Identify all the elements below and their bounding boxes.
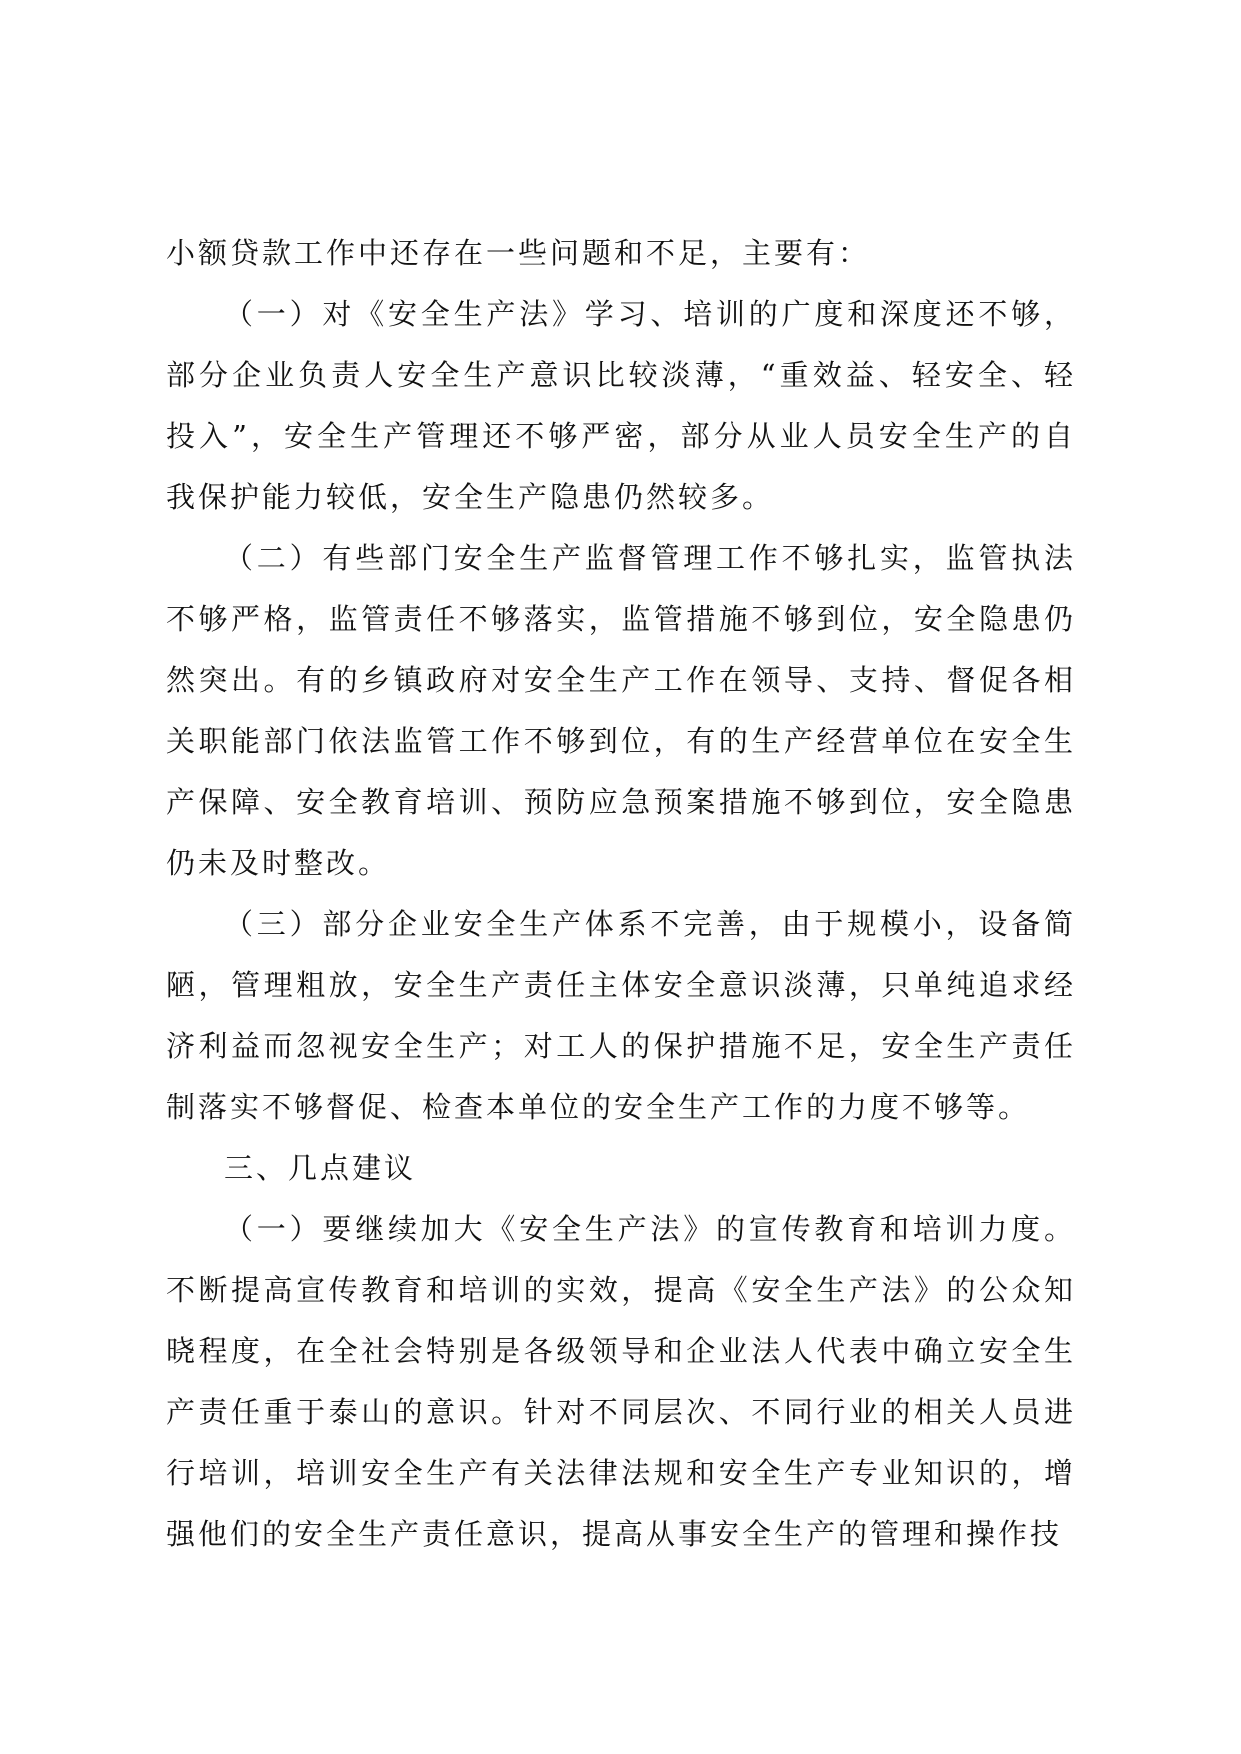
paragraph-suggestion-1: （一）要继续加大《安全生产法》的宣传教育和培训力度。不断提高宣传教育和培训的实效，提高《安全生产法》的公众知晓程度，在全社会特别是各级领导和企业法人代表中确立安全生产责任重于泰山的意识。针对不同层次、不同行业的相关人员进行培训，培训安全生产有关法律法规和安全生产专业知识的，增强他们的安全生产责任意识，提高从事安全生产的管理和操作技 — [166, 1212, 1076, 1551]
section-heading: 三、几点建议 — [224, 1151, 417, 1185]
paragraph-issue-3: （三）部分企业安全生产体系不完善，由于规模小，设备简陋，管理粗放，安全生产责任主体安全意识淡薄，只单纯追求经济利益而忽视安全生产；对工人的保护措施不足，安全生产责任制落实不够督促、检查本单位的安全生产工作的力度不够等。 — [166, 907, 1076, 1124]
paragraph-issue-1: （一）对《安全生产法》学习、培训的广度和深度还不够，部分企业负责人安全生产意识比较淡薄，“重效益、轻安全、轻投入”，安全生产管理还不够严密，部分从业人员安全生产的自我保护能力较低，安全生产隐患仍然较多。 — [166, 297, 1076, 514]
paragraph-continuation: 小额贷款工作中还存在一些问题和不足，主要有： — [166, 236, 871, 270]
paragraph-issue-2: （二）有些部门安全生产监督管理工作不够扎实，监管执法不够严格，监管责任不够落实，监管措施不够到位，安全隐患仍然突出。有的乡镇政府对安全生产工作在领导、支持、督促各相关职能部门依法监管工作不够到位，有的生产经营单位在安全生产保障、安全教育培训、预防应急预案措施不够到位，安全隐患仍未及时整改。 — [166, 541, 1076, 880]
document-page — [166, 223, 1076, 1565]
